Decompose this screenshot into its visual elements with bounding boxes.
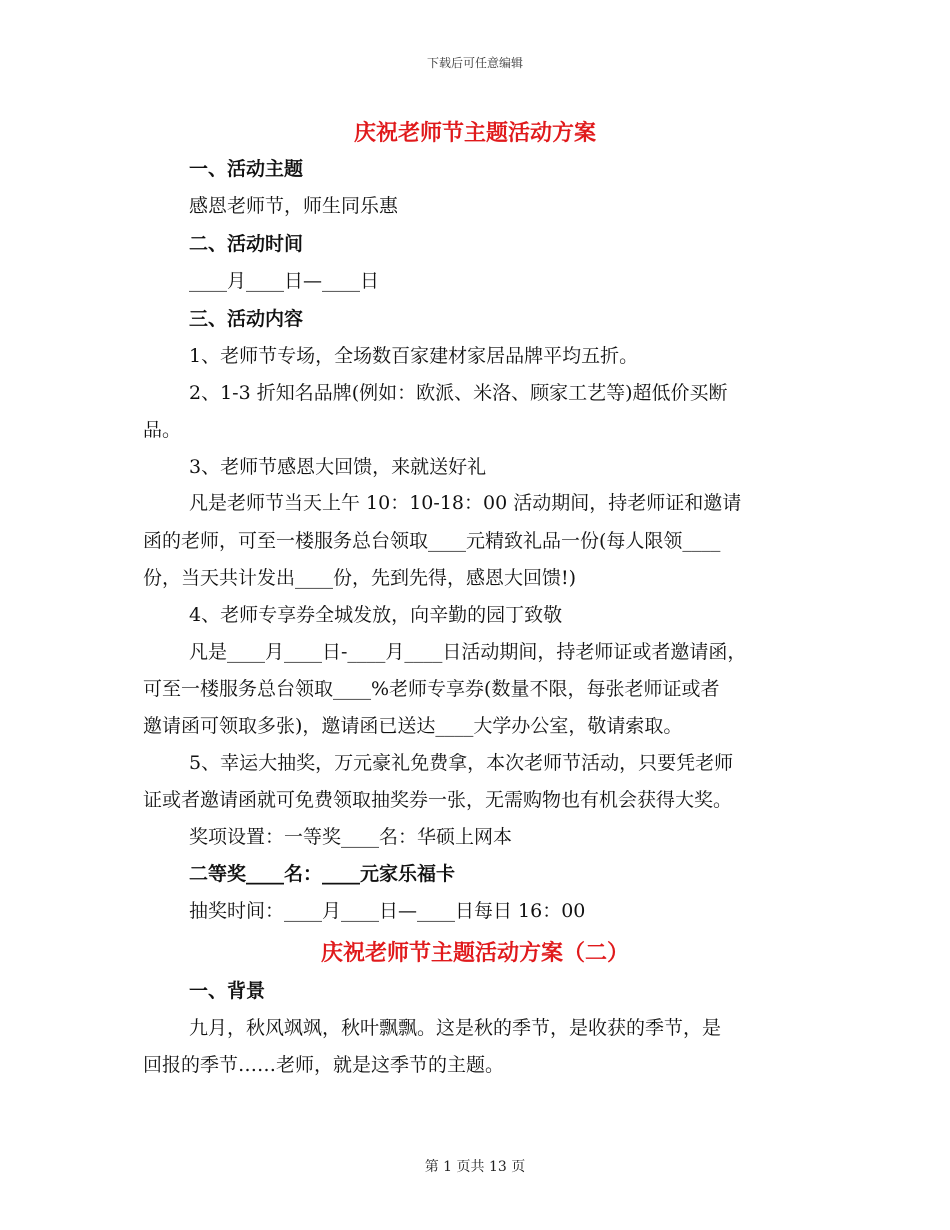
item-4-paragraph-line-3: 邀请函可领取多张)，邀请函已送达____大学办公室，敬请索取。 xyxy=(143,715,683,737)
item-3-paragraph-line-2: 函的老师，可至一楼服务总台领取____元精致礼品一份(每人限领____ xyxy=(143,530,721,552)
content-item-3: 3、老师节感恩大回馈，来就送好礼 xyxy=(189,456,487,478)
content-item-1: 1、老师节专场，全场数百家建材家居品牌平均五折。 xyxy=(189,345,639,367)
section-heading-time: 二、活动时间 xyxy=(189,233,304,255)
item-3-paragraph-line-1: 凡是老师节当天上午 10：10-18：00 活动期间，持老师证和邀请 xyxy=(189,492,742,514)
prize-settings: 奖项设置：一等奖____名：华硕上网本 xyxy=(189,826,513,848)
page-footer: 第 1 页共 13 页 xyxy=(424,1159,526,1175)
content-item-4: 4、老师专享券全城发放，向辛勤的园丁致敬 xyxy=(189,604,563,626)
background-line-2: 回报的季节……老师，就是这季节的主题。 xyxy=(143,1054,505,1076)
time-text: ____月____日—____日 xyxy=(189,270,380,292)
page-header: 下载后可任意编辑 xyxy=(426,56,523,70)
content-item-2: 2、1-3 折知名品牌(例如：欧派、米洛、顾家工艺等)超低价买断 xyxy=(189,382,728,404)
item-3-paragraph-line-3: 份，当天共计发出____份，先到先得，感恩大回馈!) xyxy=(143,567,577,589)
section-heading-theme: 一、活动主题 xyxy=(189,158,304,180)
draw-time: 抽奖时间：____月____日—____日每日 16：00 xyxy=(189,900,586,922)
item-4-paragraph-line-1: 凡是____月____日-____月____日活动期间，持老师证或者邀请函， xyxy=(189,641,747,663)
content-item-5: 5、幸运大抽奖，万元豪礼免费拿，本次老师节活动，只要凭老师 xyxy=(189,752,734,774)
content-item-2-cont: 品。 xyxy=(143,419,182,441)
document-title-2: 庆祝老师节主题活动方案（二） xyxy=(320,940,629,966)
section-heading-background: 一、背景 xyxy=(189,980,266,1002)
theme-text: 感恩老师节，师生同乐惠 xyxy=(189,195,399,217)
document-title: 庆祝老师节主题活动方案 xyxy=(353,120,596,146)
second-prize: 二等奖____名：____元家乐福卡 xyxy=(189,863,456,885)
section-heading-content: 三、活动内容 xyxy=(189,308,304,330)
item-4-paragraph-line-2: 可至一楼服务总台领取____%老师专享券(数量不限，每张老师证或者 xyxy=(143,678,720,700)
background-line-1: 九月，秋风飒飒，秋叶飘飘。这是秋的季节，是收获的季节，是 xyxy=(189,1017,722,1039)
content-item-5-cont: 证或者邀请函就可免费领取抽奖券一张，无需购物也有机会获得大奖。 xyxy=(143,789,733,811)
